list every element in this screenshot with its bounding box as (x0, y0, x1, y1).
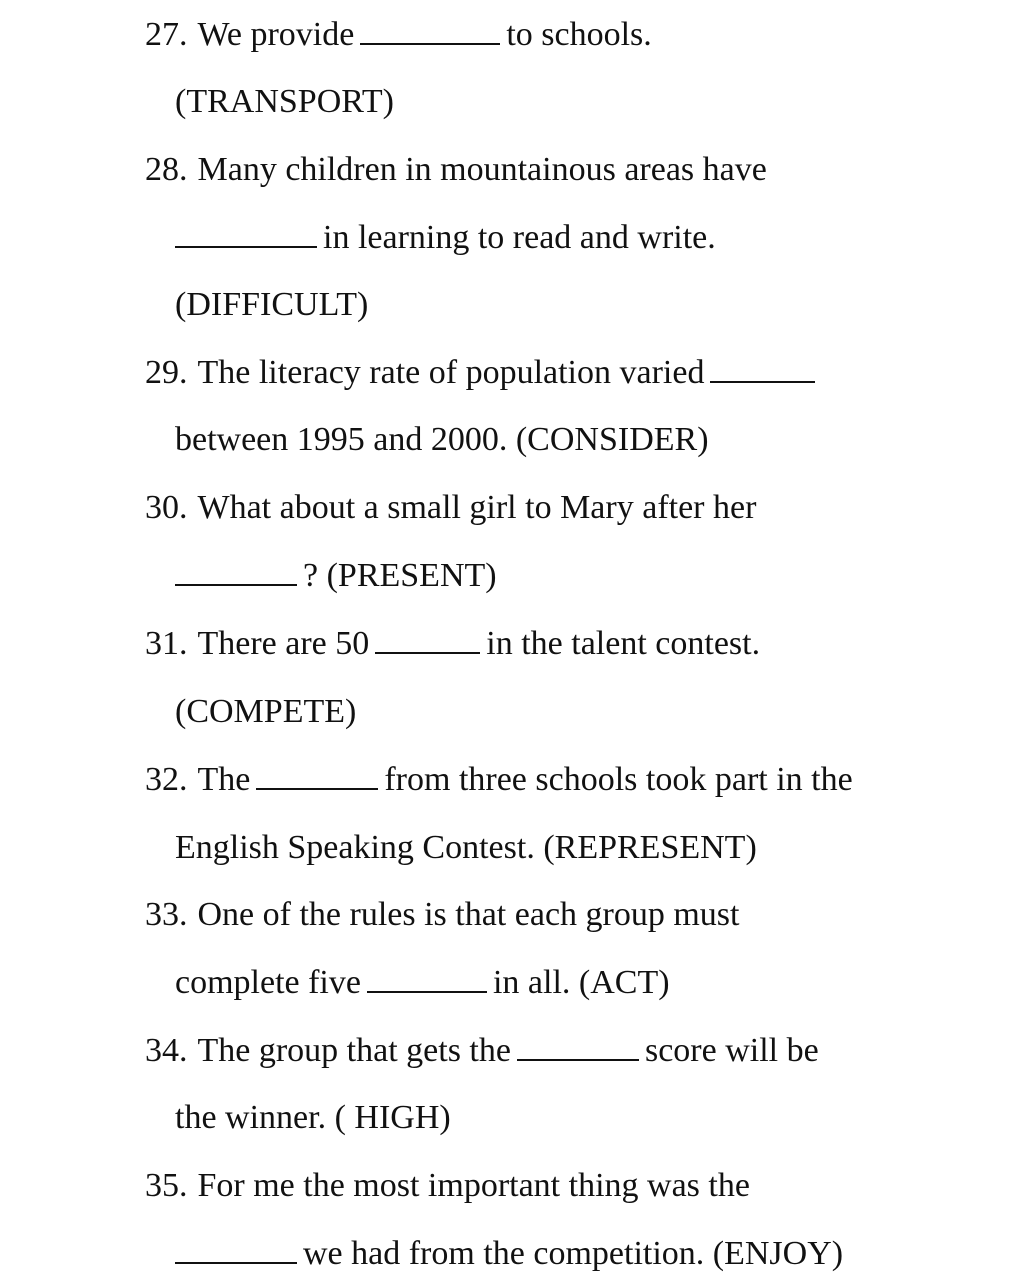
question-text: we had from the competition. (ENJOY) (303, 1235, 844, 1272)
question-29-line-1 (145, 353, 821, 393)
question-28-hint (175, 285, 368, 325)
answer-blank[interactable] (375, 624, 480, 654)
question-27-hint (175, 82, 394, 122)
question-27-line-1 (145, 15, 652, 55)
question-number: 35. (145, 1167, 188, 1204)
question-35-line-2 (175, 1234, 843, 1274)
question-text: English Speaking Contest. (REPRESENT) (175, 829, 757, 866)
question-33-line-2 (175, 963, 670, 1003)
question-text: score will be (644, 1032, 819, 1069)
question-text: What about a small girl to Mary after her (197, 489, 757, 526)
question-number: 29. (145, 354, 188, 391)
question-text: The literacy rate of population varied (197, 354, 705, 391)
word-hint: (TRANSPORT) (175, 83, 394, 120)
question-32-line-2 (175, 828, 757, 868)
question-30-line-2 (175, 556, 497, 596)
word-hint: (DIFFICULT) (175, 286, 369, 323)
question-number: 33. (145, 896, 188, 933)
question-31-line-1 (145, 624, 760, 664)
question-text: Many children in mountainous areas have (197, 151, 767, 188)
question-text: from three schools took part in the (384, 761, 853, 798)
question-text: For me the most important thing was the (197, 1167, 750, 1204)
question-number: 27. (145, 16, 188, 53)
question-32-line-1 (145, 760, 853, 800)
question-text: in all. (ACT) (492, 964, 670, 1001)
answer-blank[interactable] (360, 15, 500, 45)
question-31-hint (175, 692, 356, 732)
answer-blank[interactable] (175, 218, 317, 248)
question-text: The (197, 761, 251, 798)
question-30-line-1 (145, 488, 756, 528)
question-text: complete five (175, 964, 361, 1001)
question-text: to schools. (506, 16, 652, 53)
question-number: 32. (145, 761, 188, 798)
question-text: in the talent contest. (486, 625, 761, 662)
answer-blank[interactable] (256, 760, 378, 790)
question-text: in learning to read and write. (323, 219, 716, 256)
answer-blank[interactable] (517, 1031, 639, 1061)
question-number: 28. (145, 151, 188, 188)
question-28-line-1 (145, 150, 767, 190)
answer-blank[interactable] (710, 353, 815, 383)
question-number: 30. (145, 489, 188, 526)
word-hint: (COMPETE) (175, 693, 357, 730)
question-text: between 1995 and 2000. (CONSIDER) (175, 421, 709, 458)
question-text: The group that gets the (197, 1032, 511, 1069)
question-text: One of the rules is that each group must (197, 896, 740, 933)
question-34-line-1 (145, 1031, 819, 1071)
question-35-line-1 (145, 1166, 750, 1206)
answer-blank[interactable] (175, 556, 297, 586)
question-number: 34. (145, 1032, 188, 1069)
question-text: ? (PRESENT) (303, 557, 497, 594)
question-text: the winner. ( HIGH) (175, 1099, 451, 1136)
question-34-line-2 (175, 1098, 451, 1138)
question-33-line-1 (145, 895, 739, 935)
answer-blank[interactable] (367, 963, 487, 993)
question-text: There are 50 (197, 625, 370, 662)
question-29-line-2 (175, 420, 709, 460)
question-number: 31. (145, 625, 188, 662)
question-28-line-2 (175, 218, 716, 258)
question-text: We provide (197, 16, 355, 53)
answer-blank[interactable] (175, 1234, 297, 1264)
